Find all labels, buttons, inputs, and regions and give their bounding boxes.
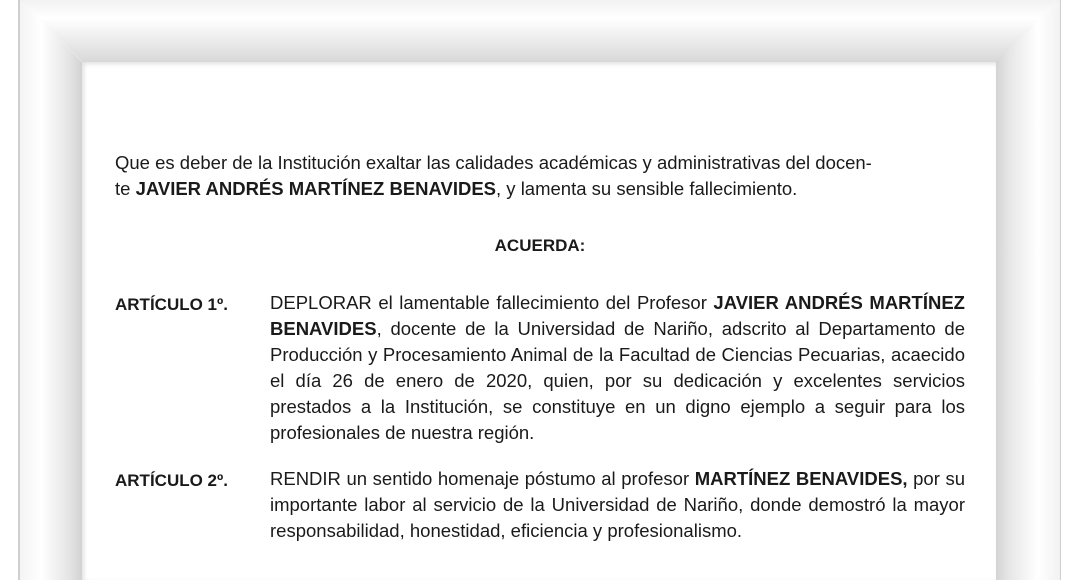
intro-line-2-suffix: , y lamenta su sensible fallecimiento. <box>496 178 798 199</box>
frame-molding-right <box>996 0 1060 580</box>
article-2 <box>115 466 965 544</box>
article-1-label: ARTÍCULO 1º. <box>115 295 228 314</box>
article-2-name: MARTÍNEZ BENAVIDES, <box>694 468 908 489</box>
article-2-text-end: por su importante labor al servicio de la Universidad de Nariño, donde demostró la mayor responsabilidad, honestidad, eficiencia y profesionalismo. <box>270 468 966 541</box>
article-1-text-end: , docente de la Universidad de Nariño, adscrito al Departamento de Producción y Procesamiento Animal de la Facultad de Ciencias Pecuarias, acaecido el día 26 de enero de 2020, quien, por su dedicación y excelentes servicios prestados a la Institución, se constituye en un digno ejemplo a seguir para los profesionales de nuestra región. <box>270 318 965 443</box>
intro-line-2-prefix: te <box>115 178 136 199</box>
honoree-name: JAVIER ANDRÉS MARTÍNEZ BENAVIDES <box>135 178 497 199</box>
intro-line-1: Que es deber de la Institución exaltar las calidades académicas y administrativas del docen- <box>115 152 872 173</box>
intro-line-2 <box>115 176 965 202</box>
article-2-body <box>270 466 965 544</box>
article-1-body <box>270 290 965 446</box>
article-1-text-start: DEPLORAR el lamentable fallecimiento del Profesor <box>270 292 714 313</box>
frame-molding-left <box>20 0 82 580</box>
article-2-text-start: RENDIR un sentido homenaje póstumo al profesor <box>270 468 695 489</box>
intro-paragraph <box>115 150 965 202</box>
article-1 <box>115 290 965 446</box>
frame-molding-top <box>20 0 1060 62</box>
article-1-name: JAVIER ANDRÉS MARTÍNEZ BENAVIDES <box>270 292 965 339</box>
section-heading: ACUERDA: <box>494 236 586 255</box>
article-2-label: ARTÍCULO 2º. <box>115 471 228 490</box>
